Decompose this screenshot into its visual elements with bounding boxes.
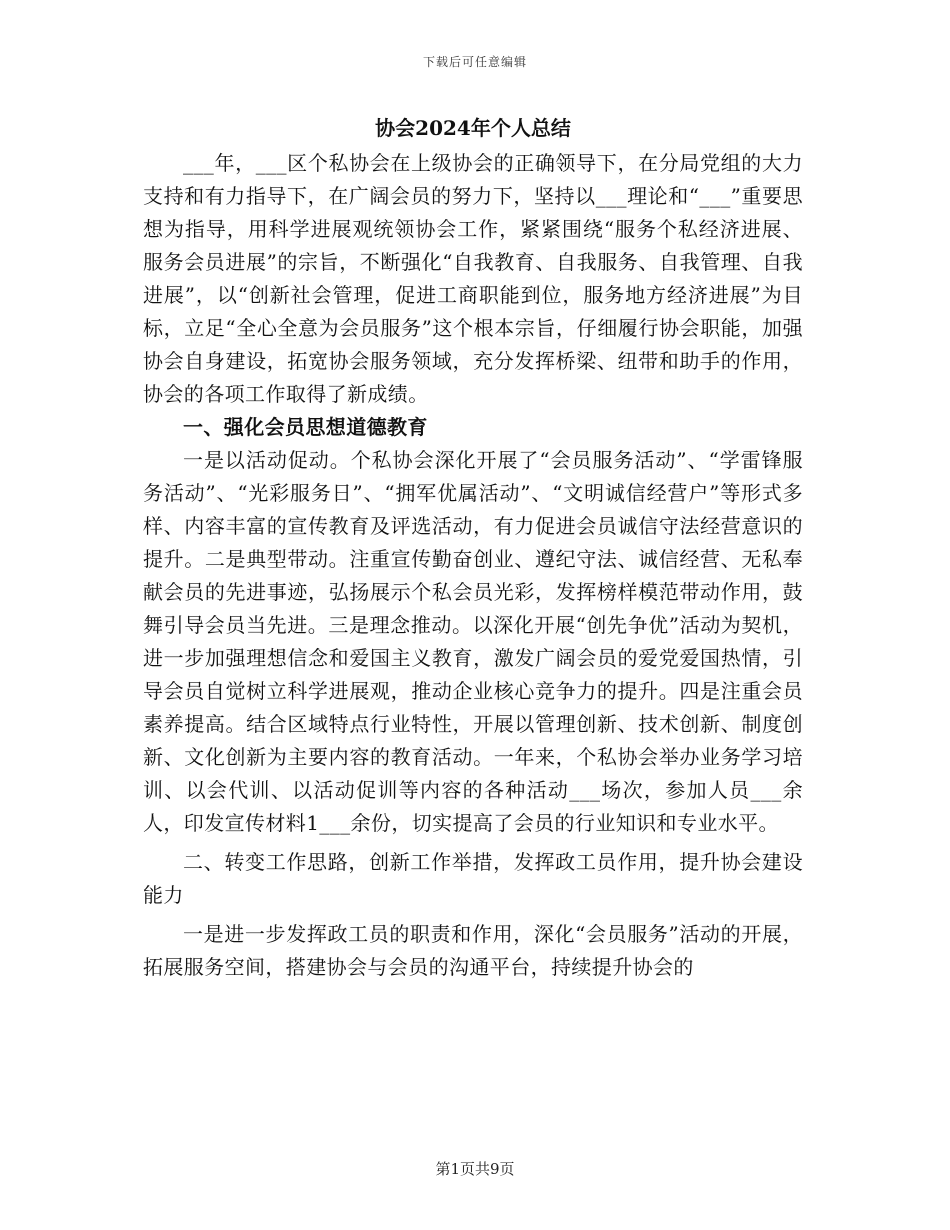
section-heading-1: 一、强化会员思想道德教育 <box>183 415 428 439</box>
section-1-paragraph: 一是以活动促动。个私协会深化开展了“会员服务活动”、“学雷锋服务活动”、“光彩服务日”、“拥军优属活动”、“文明诚信经营户”等形式多样、内容丰富的宣传教育及评选活动，有力促进会员诚信守法经营意识的提升。二是典型带动。注重宣传勤奋创业、遵纪守法、诚信经营、无私奉献会员的先进事迹，弘扬展示个私会员光彩，发挥榜样模范带动作用，鼓舞引导会员当先进。三是理念推动。以深化开展“创先争优”活动为契机，进一步加强理想信念和爱国主义教育，激发广阔会员的爱党爱国热情，引导会员自觉树立科学进展观，推动企业核心竞争力的提升。四是注重会员素养提高。结合区域特点行业特性，开展以管理创新、技术创新、制度创新、文化创新为主要内容的教育活动。一年来，个私协会举办业务学习培训、以会代训、以活动促训等内容的各种活动___场次，参加人员___余人，印发宣传材料1___余份，切实提高了会员的行业知识和专业水平。 <box>143 448 803 835</box>
document-title: 协会2024年个人总结 <box>375 116 571 140</box>
header-note: 下载后可任意编辑 <box>422 55 527 69</box>
section-2-paragraph: 一是进一步发挥政工员的职责和作用，深化“会员服务”活动的开展，拓展服务空间，搭建协会与会员的沟通平台，持续提升协会的 <box>143 922 803 979</box>
intro-paragraph: ___年，___区个私协会在上级协会的正确领导下，在分局党组的大力支持和有力指导下，在广阔会员的努力下，坚持以___理论和“___”重要思想为指导，用科学进展观统领协会工作，紧紧围绕“服务个私经济进展、服务会员进展”的宗旨，不断强化“自我教育、自我服务、自我管理、自我进展”，以“创新社会管理，促进工商职能到位，服务地方经济进展”为目标，立足“全心全意为会员服务”这个根本宗旨，仔细履行协会职能，加强协会自身建设，拓宽协会服务领域，充分发挥桥梁、纽带和助手的作用，协会的各项工作取得了新成绩。 <box>143 151 803 406</box>
document-body <box>143 113 803 984</box>
page-indicator: 第1页共9页 <box>435 1160 515 1178</box>
section-heading-2: 二、转变工作思路，创新工作举措，发挥政工员作用，提升协会建设能力 <box>143 850 803 907</box>
